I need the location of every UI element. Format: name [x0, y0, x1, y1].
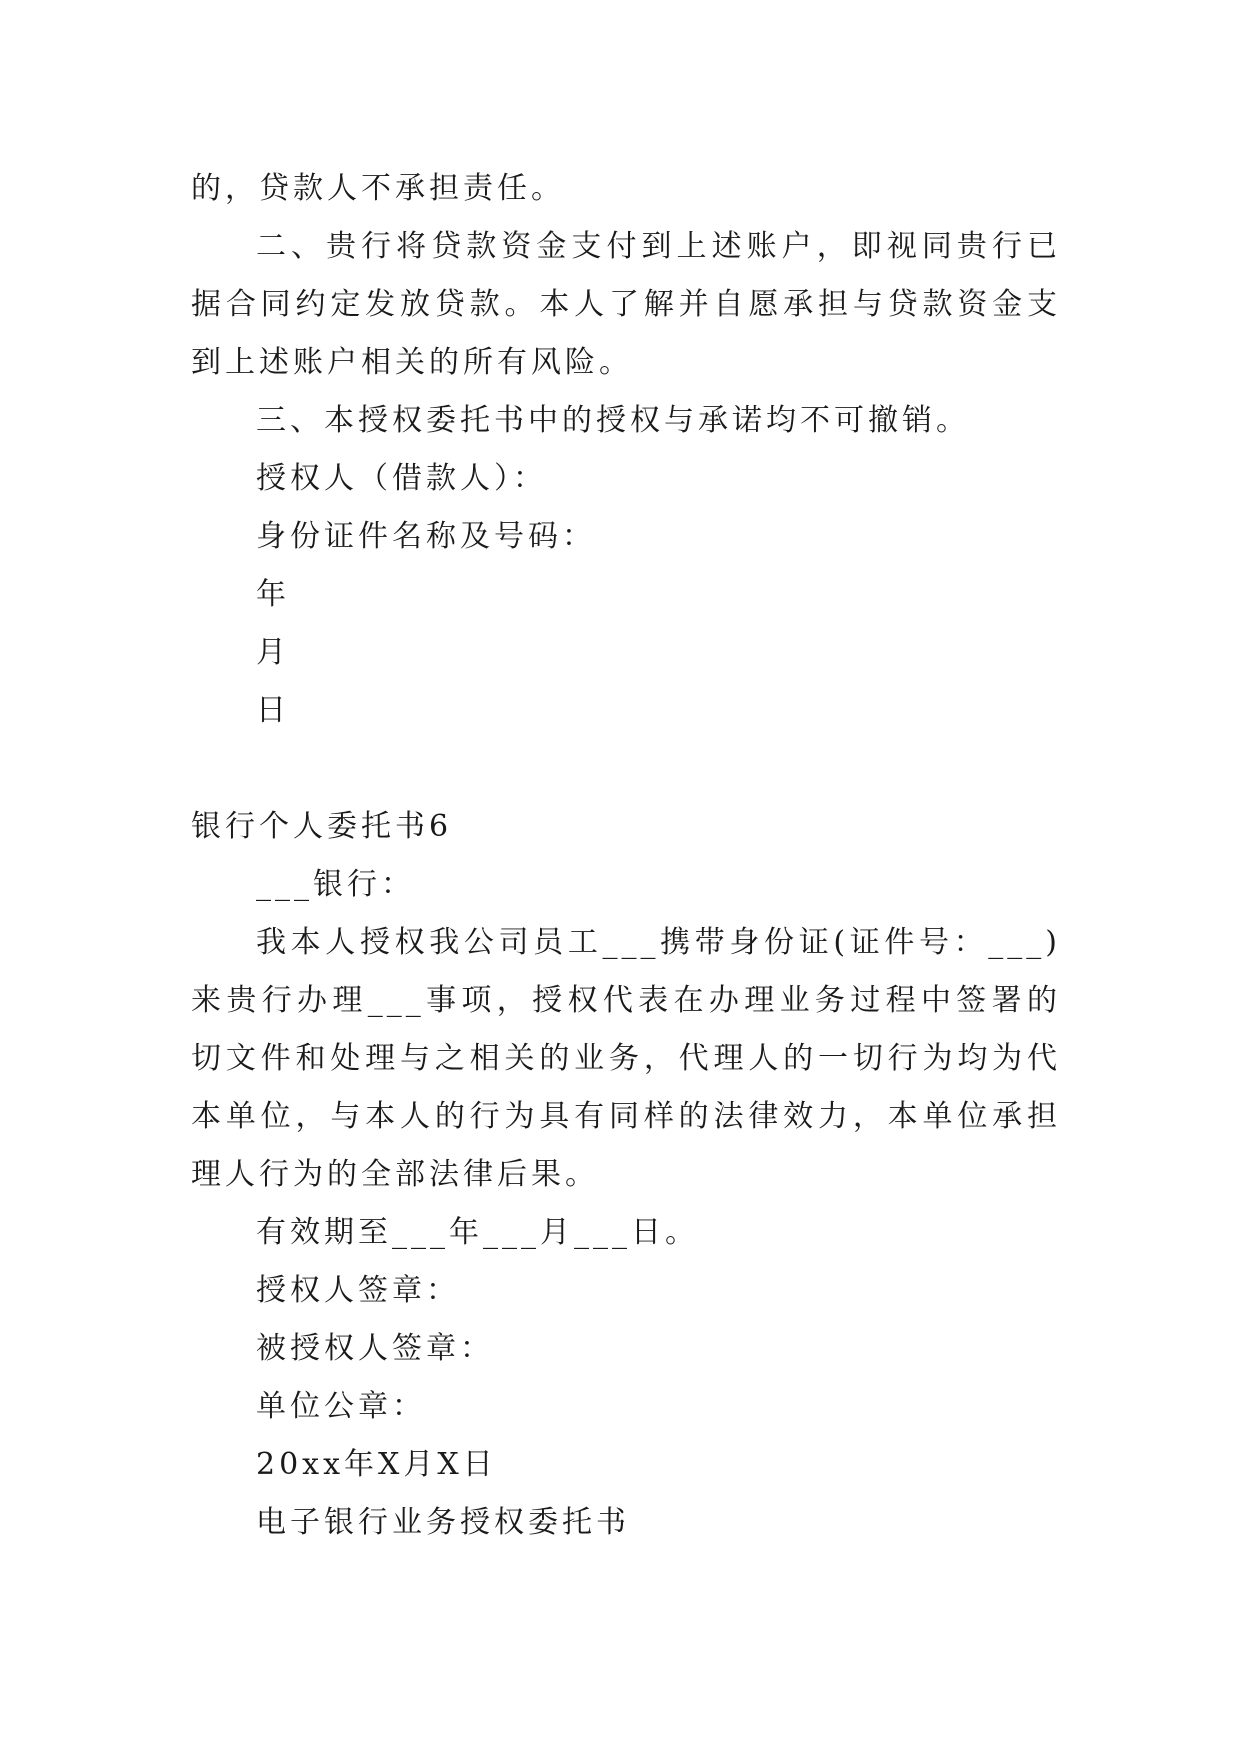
day-label: 日: [256, 693, 290, 728]
signer-label: 授权人签章：: [256, 1273, 460, 1308]
next-section-title: 电子银行业务授权委托书: [256, 1505, 630, 1540]
addressee: ___银行：: [256, 867, 415, 902]
paragraph-line: 来贵行办理___事项，授权代表在办理业务过程中签署的: [191, 983, 1061, 1018]
year-label: 年: [256, 577, 290, 612]
paragraph-line: 我本人授权我公司员工___携带身份证(证件号：___): [256, 925, 1061, 960]
id-info-label: 身份证件名称及号码：: [256, 519, 596, 554]
authorizer-label: 授权人（借款人）：: [256, 461, 547, 496]
paragraph-line: 到上述账户相关的所有风险。: [191, 345, 633, 380]
paragraph-line: 理人行为的全部法律后果。: [191, 1157, 599, 1192]
document-body: [191, 160, 1061, 1552]
paragraph-line: 二、贵行将贷款资金支付到上述账户，即视同贵行已: [256, 229, 1061, 264]
company-seal-label: 单位公章：: [256, 1389, 426, 1424]
month-label: 月: [256, 635, 290, 670]
authorized-signer-label: 被授权人签章：: [256, 1331, 494, 1366]
date-line: 20xx年X月X日: [256, 1447, 497, 1482]
validity-line: 有效期至___年___月___日。: [256, 1215, 699, 1250]
section-title: 银行个人委托书6: [191, 809, 453, 844]
paragraph-line: 三、本授权委托书中的授权与承诺均不可撤销。: [256, 403, 970, 438]
text-line: 的，贷款人不承担责任。: [191, 171, 565, 206]
section-gap: [191, 740, 1061, 798]
paragraph-line: 本单位，与本人的行为具有同样的法律效力，本单位承担: [191, 1099, 1061, 1134]
paragraph-line: 切文件和处理与之相关的业务，代理人的一切行为均为代: [191, 1041, 1061, 1076]
paragraph-line: 据合同约定发放贷款。本人了解并自愿承担与贷款资金支: [191, 287, 1061, 322]
